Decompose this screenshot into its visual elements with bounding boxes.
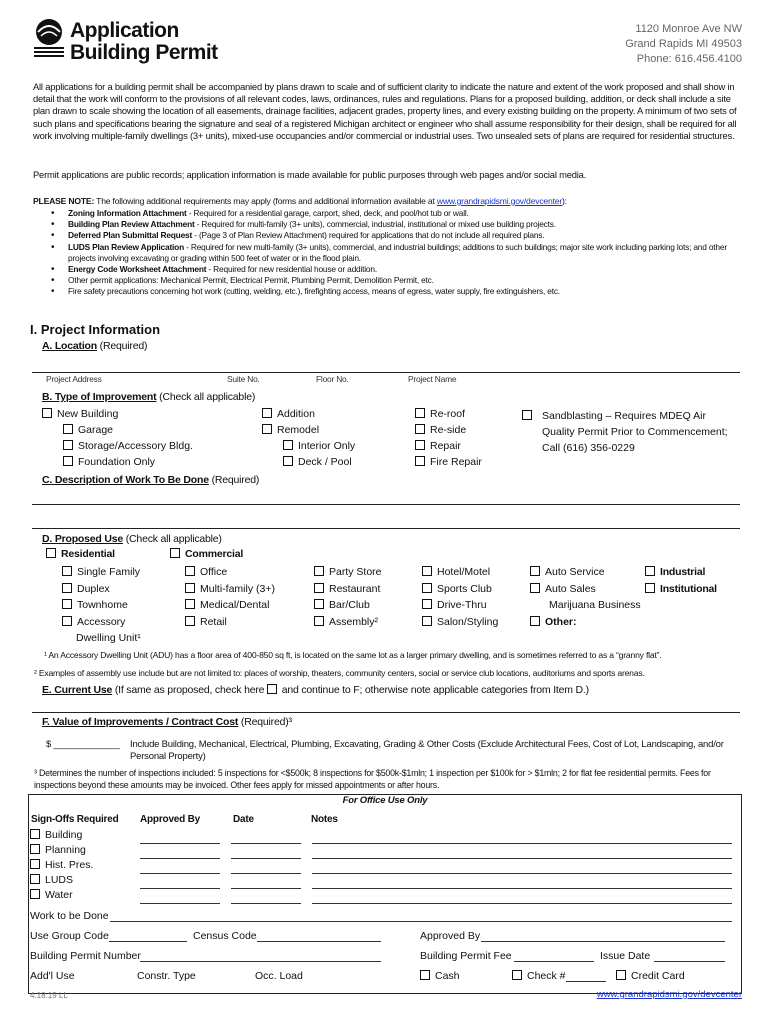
constr-type-label: Constr. Type — [137, 970, 196, 982]
marijuana-option[interactable]: Marijuana Business — [549, 599, 641, 611]
institutional-option[interactable]: Institutional — [645, 583, 717, 600]
deck-option[interactable]: Deck / Pool — [262, 456, 355, 472]
checkbox[interactable] — [30, 889, 40, 899]
addition-option[interactable]: Addition — [262, 408, 355, 424]
signoffs-header: Sign-Offs Required — [31, 814, 119, 825]
suite-field[interactable]: Suite No. — [227, 374, 260, 384]
checkbox[interactable] — [185, 616, 195, 626]
checkbox[interactable] — [283, 456, 293, 466]
current-use-heading: E. Current Use (If same as proposed, check here and continue to F; otherwise note applicable categories from Item D.) — [42, 684, 589, 696]
checkbox[interactable] — [645, 583, 655, 593]
other-use-option[interactable]: Other: — [530, 616, 641, 633]
repair-option[interactable]: Repair — [415, 440, 482, 456]
commercial-option[interactable]: Commercial — [170, 548, 243, 560]
dwelling-unit-label: Dwelling Unit¹ — [76, 632, 141, 644]
checkbox[interactable] — [262, 424, 272, 434]
checkbox[interactable] — [185, 566, 195, 576]
commercial-list-1 — [185, 566, 275, 632]
office-use-title: For Office Use Only — [342, 795, 428, 806]
occ-load-label: Occ. Load — [255, 970, 303, 982]
phone-number: Phone: 616.456.4100 — [636, 53, 742, 65]
signoff-luds[interactable]: LUDS — [30, 874, 93, 889]
approved-by-line[interactable] — [481, 941, 725, 942]
same-as-proposed-checkbox[interactable] — [267, 684, 277, 694]
assembly-option[interactable]: Assembly² — [314, 616, 382, 633]
req-item: • Building Plan Review Attachment - Required for multi-family (3+ units), commercial, industrial, institutional or mixed use building projects. — [33, 219, 738, 230]
checkbox[interactable] — [30, 829, 40, 839]
accessory-option[interactable]: Accessory — [62, 616, 141, 633]
checkbox[interactable] — [62, 583, 72, 593]
checkbox[interactable] — [170, 548, 180, 558]
census-label: Census Code — [193, 930, 257, 942]
improvement-col3 — [415, 408, 482, 472]
sandblasting-label: Sandblasting – Requires MDEQ Air Quality Permit Prior to Commencement; Call (616) 356-0229 — [542, 410, 728, 454]
checkbox[interactable] — [422, 599, 432, 609]
floor-field[interactable]: Floor No. — [316, 374, 349, 384]
signoffs-list — [30, 829, 93, 904]
address-line2: Grand Rapids MI 49503 — [625, 38, 742, 50]
party-store-option[interactable]: Party Store — [314, 566, 382, 583]
section-project-information: I. Project Information — [30, 322, 161, 337]
commercial-list-4 — [530, 566, 641, 632]
issue-date-line[interactable] — [654, 961, 725, 962]
devcenter-link[interactable]: www.grandrapidsmi.gov/devcenter — [436, 196, 563, 206]
req-item: • Fire safety precautions concerning hot work (cutting, welding, etc.), firefighting access, means of egress, water supply, fire extinguishers, etc. — [33, 286, 738, 297]
checkbox[interactable] — [30, 874, 40, 884]
req-item: • Other permit applications: Mechanical Permit, Electrical Permit, Plumbing Permit, Demolition Permit, etc. — [33, 275, 738, 286]
checkbox[interactable] — [30, 844, 40, 854]
fire-repair-option[interactable]: Fire Repair — [415, 456, 482, 472]
public-records-notice: Permit applications are public records; application information is made available for public purposes through web pages and/or social media. — [33, 169, 587, 180]
bp-fee-line[interactable] — [514, 961, 594, 962]
checkbox[interactable] — [314, 583, 324, 593]
approved-by-header: Approved By — [140, 814, 201, 825]
footer-devcenter-link[interactable]: www.grandrapidsmi.gov/devcenter — [596, 989, 742, 1000]
checkbox[interactable] — [46, 548, 56, 558]
title-line1: Application — [70, 19, 179, 42]
req-item: • LUDS Plan Review Application - Required for new multi-family (3+ units), commercial, and industrial buildings; additions to such buildings; major site work including parking lots; and other projects involving excavating or grading within 500 feet of water or in the flood plain. — [33, 242, 738, 264]
form-version: 4.18.19 LL — [30, 991, 68, 1000]
project-address-field[interactable]: Project Address — [46, 374, 102, 384]
checkbox[interactable] — [314, 599, 324, 609]
retail-option[interactable]: Retail — [185, 616, 275, 633]
townhome-option[interactable]: Townhome — [62, 599, 141, 616]
auto-sales-option[interactable]: Auto Sales — [530, 583, 641, 600]
addl-use-label: Add'l Use — [30, 970, 75, 982]
use-group-label: Use Group Code — [30, 930, 109, 942]
checkbox[interactable] — [422, 566, 432, 576]
signoff-hist-pres[interactable]: Hist. Pres. — [30, 859, 93, 874]
checkbox[interactable] — [62, 566, 72, 576]
checkbox[interactable] — [616, 970, 626, 980]
description-heading: C. Description of Work To Be Done (Required) — [42, 474, 260, 486]
auto-service-option[interactable]: Auto Service — [530, 566, 641, 583]
checkbox[interactable] — [185, 583, 195, 593]
checkbox[interactable] — [63, 456, 73, 466]
value-heading: F. Value of Improvements / Contract Cost (Required)³ — [42, 716, 292, 728]
proposed-use-heading: D. Proposed Use (Check all applicable) — [42, 533, 222, 545]
project-name-field[interactable]: Project Name — [408, 374, 457, 384]
checkbox[interactable] — [262, 408, 272, 418]
checkbox[interactable] — [314, 566, 324, 576]
location-heading: A. Location (Required) — [42, 340, 148, 352]
drive-thru-option[interactable]: Drive-Thru — [422, 599, 498, 616]
salon-option[interactable]: Salon/Styling — [422, 616, 498, 633]
please-note: PLEASE NOTE: The following additional requirements may apply (forms and additional information available at www.grandrapidsmi.gov/devcenter): — [33, 196, 567, 206]
please-note-label: PLEASE NOTE: — [33, 196, 95, 206]
checkbox[interactable] — [415, 440, 425, 450]
hotel-option[interactable]: Hotel/Motel — [422, 566, 498, 583]
cost-include-note: Include Building, Mechanical, Electrical, Plumbing, Excavating, Grading & Other Costs (Exclude Architectural Fees, Cost of Lot, Landscaping, and/or Personal Property) — [130, 739, 724, 762]
description-line-2[interactable] — [32, 528, 740, 529]
storage-option[interactable]: Storage/Accessory Bldg. — [42, 440, 193, 456]
checkbox[interactable] — [62, 616, 72, 626]
checkbox[interactable] — [530, 566, 540, 576]
interior-option[interactable]: Interior Only — [262, 440, 355, 456]
foundation-option[interactable]: Foundation Only — [42, 456, 193, 472]
checkbox[interactable] — [314, 616, 324, 626]
residential-list — [62, 566, 141, 649]
multifamily-option[interactable]: Multi-family (3+) — [185, 583, 275, 600]
credit-card-option[interactable]: Credit Card — [616, 970, 685, 982]
req-item: • Deferred Plan Submittal Request - (Page 3 of Plan Review Attachment) required for applications that do not include all required plans. — [33, 230, 738, 241]
single-family-option[interactable]: Single Family — [62, 566, 141, 583]
residential-option[interactable]: Residential — [46, 548, 115, 560]
checkbox[interactable] — [530, 616, 540, 626]
improvement-col1 — [42, 408, 193, 472]
check-option[interactable]: Check # — [512, 970, 566, 982]
location-line — [32, 372, 740, 373]
signoff-water[interactable]: Water — [30, 889, 93, 904]
improvement-col2 — [262, 408, 355, 472]
cash-option[interactable]: Cash — [420, 970, 460, 982]
footnote-1: ¹ An Accessory Dwelling Unit (ADU) has a floor area of 400-850 sq ft, is located on the same lot as a larger primary dwelling, and is sometimes referred to as a “granny flat”. — [44, 650, 662, 660]
checkbox[interactable] — [422, 616, 432, 626]
footnote-3: ³ Determines the number of inspections included: 5 inspections for <$500k; 8 inspections for $500k-$1mln; 1 inspection per $100k for > $1mln; 2 for flat fee residential permits. Fees for inspections beyond these amounts may be invoiced. Other fees apply for missed appointments or after hours. — [34, 768, 711, 790]
checkbox[interactable] — [62, 599, 72, 609]
duplex-option[interactable]: Duplex — [62, 583, 141, 600]
commercial-list-3 — [422, 566, 498, 632]
current-use-line[interactable] — [32, 712, 740, 713]
req-item: • Zoning Information Attachment - Required for a residential garage, carport, shed, deck, and pool/hot tub or wall. — [33, 208, 738, 219]
checkbox[interactable] — [63, 424, 73, 434]
contract-cost-field[interactable]: $ _____________ — [46, 739, 120, 750]
reroof-option[interactable]: Re-roof — [415, 408, 482, 424]
medical-option[interactable]: Medical/Dental — [185, 599, 275, 616]
other-category-list — [645, 566, 717, 599]
checkbox[interactable] — [63, 440, 73, 450]
work-done-label: Work to be Done — [30, 910, 109, 922]
improvement-type-heading: B. Type of Improvement (Check all applicable) — [42, 391, 256, 403]
checkbox[interactable] — [420, 970, 430, 980]
use-group-line[interactable] — [109, 941, 187, 942]
city-address — [625, 22, 742, 67]
please-note-text: The following additional requirements may apply (forms and additional information available at — [94, 196, 437, 206]
bar-club-option[interactable]: Bar/Club — [314, 599, 382, 616]
sports-club-option[interactable]: Sports Club — [422, 583, 498, 600]
bp-fee-label: Building Permit Fee — [420, 950, 512, 962]
work-done-line[interactable] — [110, 921, 732, 922]
office-use-box — [28, 794, 742, 994]
footnote-2: ² Examples of assembly use include but are not limited to: places of worship, theaters, community centers, social or service club locations, auditoriums and sports arenas. — [34, 668, 645, 678]
issue-date-label: Issue Date — [600, 950, 651, 962]
new-building-option[interactable]: New Building — [42, 408, 193, 424]
checkbox[interactable] — [422, 583, 432, 593]
intro-paragraph: All applications for a building permit shall be accompanied by plans drawn to scale and of sufficient clarity to indicate the nature and extent of the work proposed and shall show in detail that the work will conform to the provisions of all relevant codes, laws, ordinances, rules and regulations. Plans for a proposed building, addition, or deck shall include a site plan drawn to scale showing the location of all easements, drainage facilities, adjacent grades, property lines, and every existing building on the property. A minimum of two sets of such plans and specifications bearing the signature and seal of a registered Michigan architect or engineer who shall assume responsibility for their design, shall be required for all work involving multiple-family dwellings (3+ units), mixed-use occupancies and/or commercial or industrial uses. Two unsealed sets of plans are required for residential structures. — [33, 81, 737, 141]
title-line2: Building Permit — [70, 41, 218, 64]
signoff-planning[interactable]: Planning — [30, 844, 93, 859]
checkbox[interactable] — [645, 566, 655, 576]
industrial-option[interactable]: Industrial — [645, 566, 717, 583]
notes-header: Notes — [311, 814, 338, 825]
checkbox[interactable] — [522, 410, 532, 420]
checkbox[interactable] — [512, 970, 522, 980]
bp-number-label: Building Permit Number — [30, 950, 141, 962]
checkbox[interactable] — [415, 424, 425, 434]
checkbox[interactable] — [530, 583, 540, 593]
checkbox[interactable] — [415, 408, 425, 418]
address-line1: 1120 Monroe Ave NW — [635, 23, 742, 35]
signoff-building[interactable]: Building — [30, 829, 93, 844]
requirements-list — [33, 208, 738, 298]
approved-by-label: Approved By — [420, 930, 481, 942]
req-item: • Energy Code Worksheet Attachment - Required for new residential house or addition. — [33, 264, 738, 275]
date-header: Date — [233, 814, 254, 825]
description-line-1[interactable] — [32, 504, 740, 505]
checkbox[interactable] — [283, 440, 293, 450]
commercial-list-2 — [314, 566, 382, 632]
restaurant-option[interactable]: Restaurant — [314, 583, 382, 600]
checkbox[interactable] — [30, 859, 40, 869]
remodel-option[interactable]: Remodel — [262, 424, 355, 440]
checkbox[interactable] — [415, 456, 425, 466]
city-logo — [32, 17, 66, 61]
reside-option[interactable]: Re-side — [415, 424, 482, 440]
bp-number-line[interactable] — [140, 961, 381, 962]
checkbox[interactable] — [42, 408, 52, 418]
garage-option[interactable]: Garage — [42, 424, 193, 440]
census-line[interactable] — [257, 941, 381, 942]
office-option[interactable]: Office — [185, 566, 275, 583]
checkbox[interactable] — [185, 599, 195, 609]
